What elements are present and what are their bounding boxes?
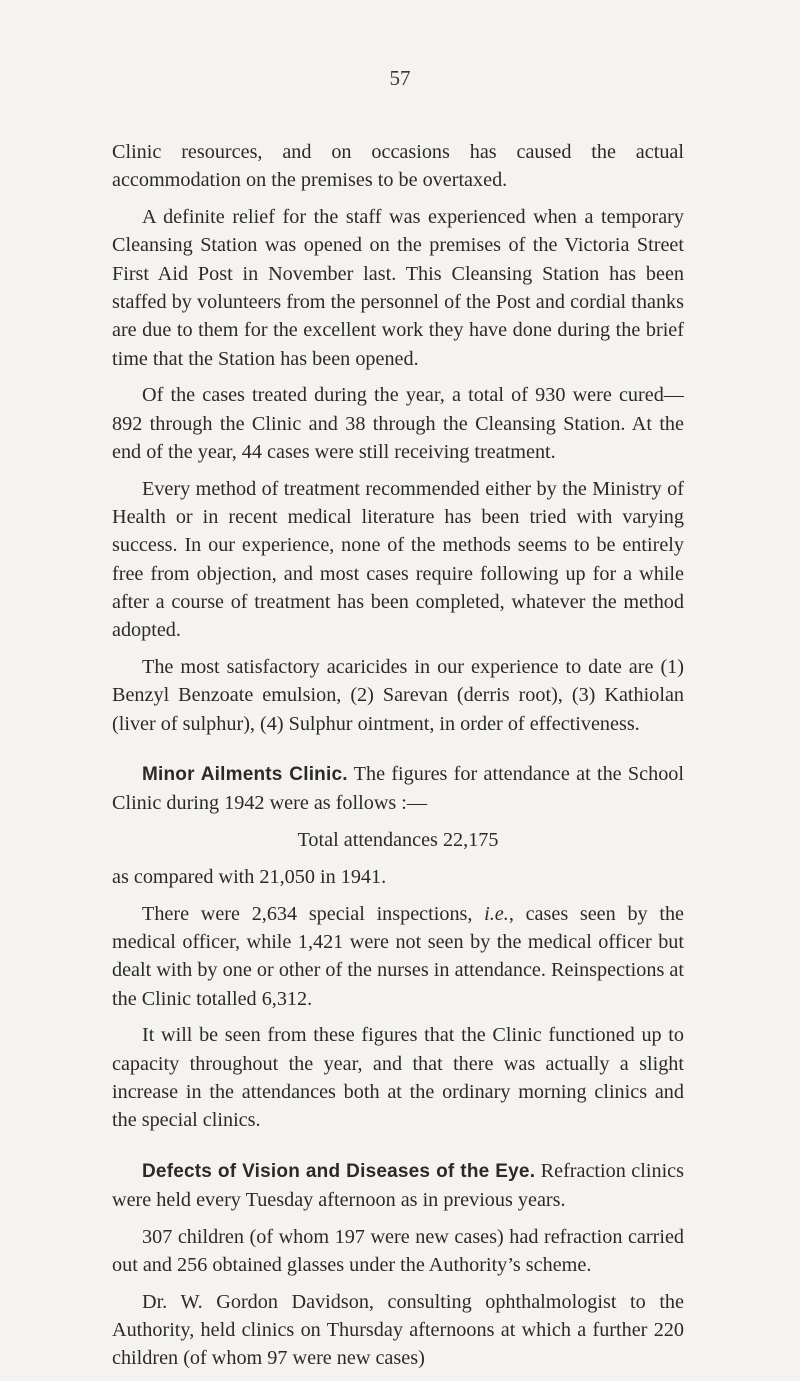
comparison-line: as compared with 21,050 in 1941. (112, 865, 387, 888)
paragraph-refraction: 307 children (of whom 197 were new cases) had refraction carried out and 256 obtained glasses under the Authority’s scheme. (112, 1225, 684, 1276)
section-heading-vision: Defects of Vision and Diseases of the Eye. (142, 1160, 536, 1182)
paragraph-ophthalmologist: Dr. W. Gordon Davidson, consulting ophthalmologist to the Authority, held clinics on Thursday afternoons at which a further 220 children (of whom 97 were new cases) (112, 1290, 684, 1370)
paragraph-minor-ailments (112, 760, 684, 818)
paragraph-capacity: It will be seen from these figures that the Clinic functioned up to capacity throughout the year, and that there was actually a slight increase in the attendances both at the ordinary morning clinics and the special clinics. (112, 1024, 684, 1132)
paragraph-vision-defects (112, 1157, 684, 1215)
body-text (112, 138, 684, 1381)
vision-defects-text: Refraction clinics were held every Tuesday afternoon as in previous years. (112, 1159, 684, 1211)
paragraph-cleansing-station: A definite relief for the staff was experienced when a temporary Cleansing Station was opened on the premises of the Victoria Street First Aid Post in November last. This Cleansing Station has been staffed by volunteers from the personnel of the Post and cordial thanks are due to them for the excellent work they have done during the brief time that the Station has been opened. (112, 206, 684, 370)
ie-abbreviation: i.e. (484, 902, 509, 925)
paragraph-clinic-resources: Clinic resources, and on occasions has caused the actual accommodation on the premises to be overtaxed. (112, 141, 684, 192)
section-heading-minor-ailments: Minor Ailments Clinic. (142, 763, 348, 785)
page-number: 57 (389, 66, 411, 90)
total-attendances-line: Total attendances 22,175 (297, 829, 499, 852)
paragraph-acaricides: The most satisfactory acaricides in our experience to date are (1) Benzyl Benzoate emulsion, (2) Sarevan (derris root), (3) Kathiolan (liver of sulphur), (4) Sulphur ointment, in order of effectiveness. (112, 656, 684, 735)
paragraph-treatment-methods: Every method of treatment recommended either by the Ministry of Health or in recent medical literature has been tried with varying success. In our experience, none of the methods seems to be entirely free from objection, and most cases require following up for a while after a course of treatment has been completed, whatever the method adopted. (112, 477, 684, 642)
special-inspections-text-start: There were 2,634 special inspections, (142, 902, 485, 925)
paragraph-cases-treated: Of the cases treated during the year, a total of 930 were cured—892 through the Clinic and 38 through the Cleansing Station. At the end of the year, 44 cases were still receiving treatment. (112, 384, 684, 463)
paragraph-special-inspections (112, 900, 684, 1013)
minor-ailments-text: The figures for attendance at the School Clinic during 1942 were as follows :— (112, 762, 684, 815)
special-inspections-text-end: , cases seen by the medical officer, while 1,421 were not seen by the medical officer but dealt with by one or other of the nurses in attendance. Reinspections at the Clinic totalled 6,312. (112, 902, 684, 1010)
